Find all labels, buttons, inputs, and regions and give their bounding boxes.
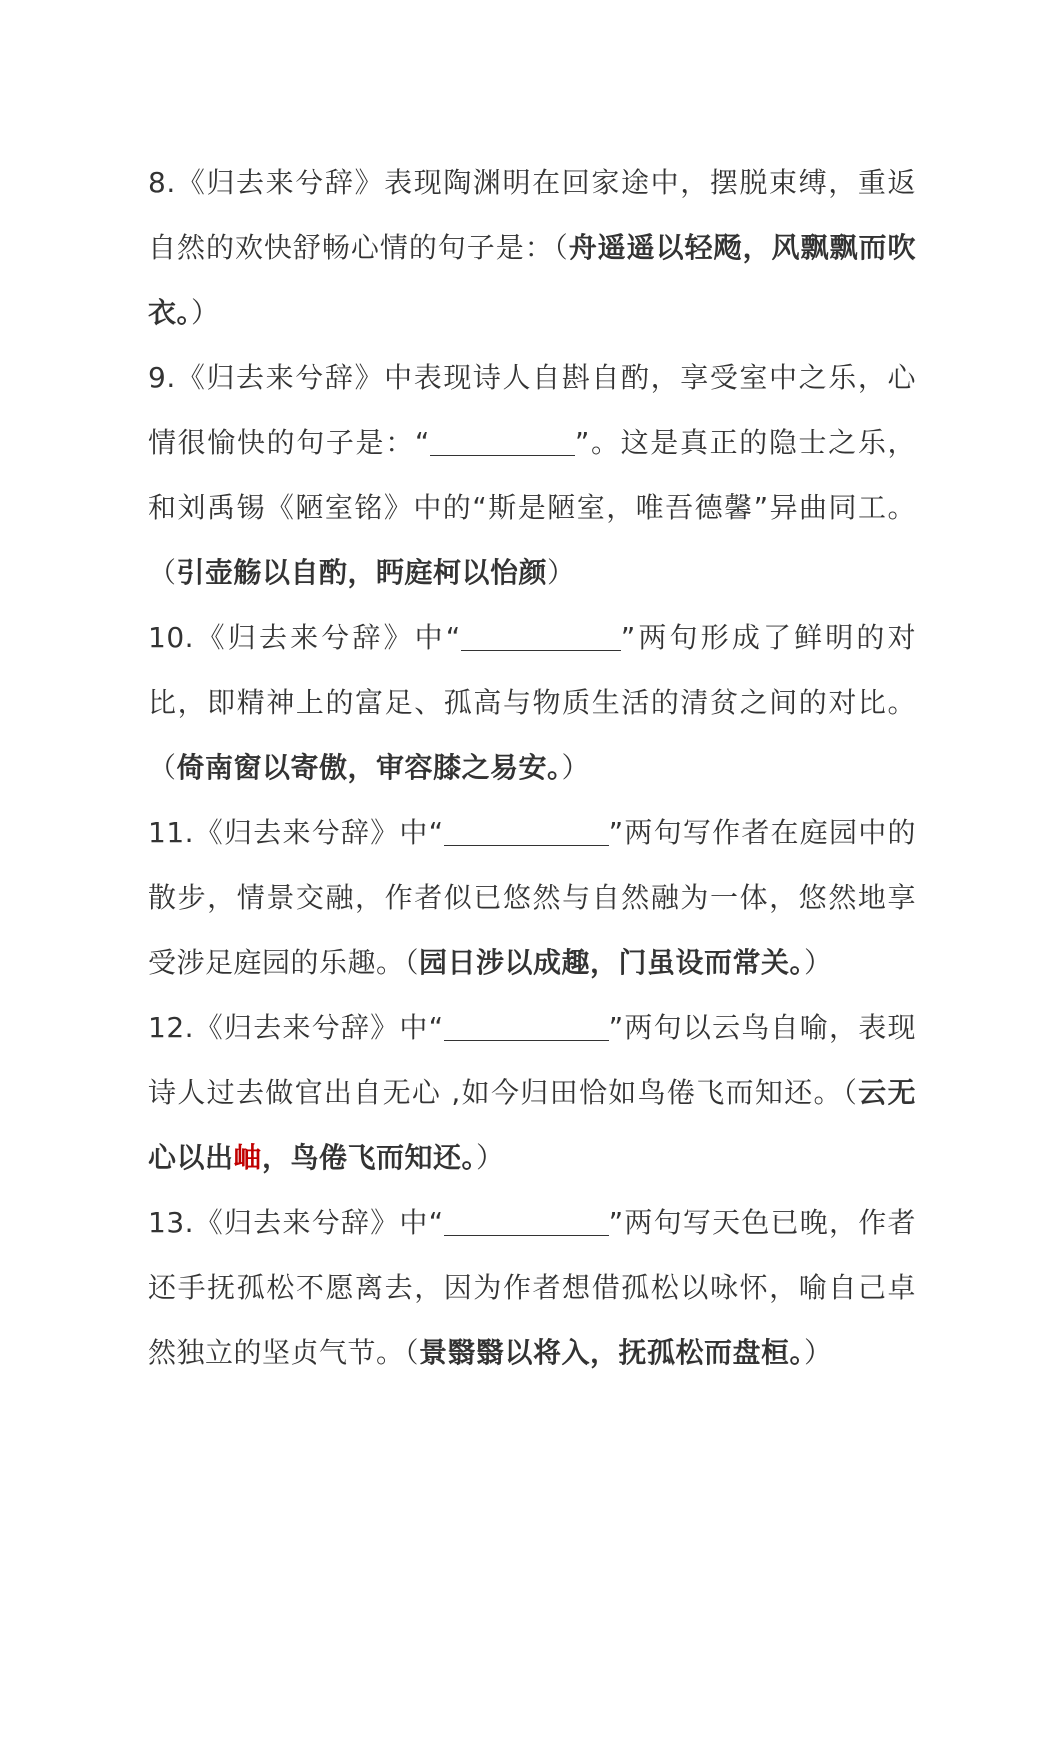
question-number: 12. <box>148 1011 195 1044</box>
answer-highlight: 岫 <box>233 1141 263 1174</box>
fill-in-blank <box>444 1014 609 1041</box>
answer-part-1: 云无心以出 <box>148 1076 916 1174</box>
closing-paren: ） <box>804 946 833 979</box>
answer-text: 引壶觞以自酌，眄庭柯以怡颜 <box>176 556 548 589</box>
closing-paren: ） <box>476 1141 505 1174</box>
fill-in-blank <box>461 624 621 651</box>
question-stem-before: 《归去来兮辞》中“ <box>194 816 444 849</box>
question-8 <box>148 150 916 345</box>
question-number: 9. <box>148 361 176 394</box>
closing-paren: ） <box>804 1336 833 1369</box>
question-12 <box>148 995 916 1190</box>
answer-text: 舟遥遥以轻飏，风飘飘而吹衣。 <box>148 231 916 329</box>
document-body <box>148 150 916 1385</box>
question-stem-after: ”两句形成了鲜明的对比，即精神上的富足、孤高与物质生活的清贫之间的对比。（ <box>148 621 916 784</box>
fill-in-blank <box>444 1209 609 1236</box>
question-13 <box>148 1190 916 1385</box>
answer-text: 园日涉以成趣，门虽设而常关。 <box>419 946 805 979</box>
question-stem-after: ”两句写天色已晚，作者还手抚孤松不愿离去，因为作者想借孤松以咏怀，喻自己卓然独立的坚贞气节。（ <box>148 1206 916 1369</box>
question-11 <box>148 800 916 995</box>
question-stem-after: ”。这是真正的隐士之乐，和刘禹锡《陋室铭》中的“斯是陋室，唯吾德馨”异曲同工。（ <box>148 426 916 589</box>
question-stem-before: 《归去来兮辞》中表现诗人自斟自酌，享受室中之乐，心情很愉快的句子是：“ <box>148 361 916 459</box>
question-stem-before: 《归去来兮辞》中“ <box>194 621 461 654</box>
question-number: 8. <box>148 166 176 199</box>
answer-text: 倚南窗以寄傲，审容膝之易安。 <box>176 751 562 784</box>
question-stem: 《归去来兮辞》表现陶渊明在回家途中，摆脱束缚，重返自然的欢快舒畅心情的句子是：（ <box>148 166 916 264</box>
closing-paren: ） <box>547 556 576 589</box>
answer-part-2: ，鸟倦飞而知还。 <box>262 1141 477 1174</box>
question-stem-before: 《归去来兮辞》中“ <box>194 1011 444 1044</box>
answer-text: 景翳翳以将入，抚孤松而盘桓。 <box>419 1336 805 1369</box>
fill-in-blank <box>444 819 609 846</box>
closing-paren: ） <box>191 296 220 329</box>
question-10 <box>148 605 916 800</box>
question-number: 11. <box>148 816 195 849</box>
question-9 <box>148 345 916 605</box>
fill-in-blank <box>430 429 575 456</box>
closing-paren: ） <box>561 751 591 784</box>
question-stem-before: 《归去来兮辞》中“ <box>194 1206 444 1239</box>
question-stem-after: ”两句以云鸟自喻，表现诗人过去做官出自无心 ,如今归田恰如鸟倦飞而知还。（ <box>148 1011 916 1109</box>
question-stem-after: ”两句写作者在庭园中的散步，情景交融，作者似已悠然与自然融为一体，悠然地享受涉足庭园的乐趣。（ <box>148 816 916 979</box>
question-number: 13. <box>148 1206 195 1239</box>
question-number: 10. <box>148 621 195 654</box>
